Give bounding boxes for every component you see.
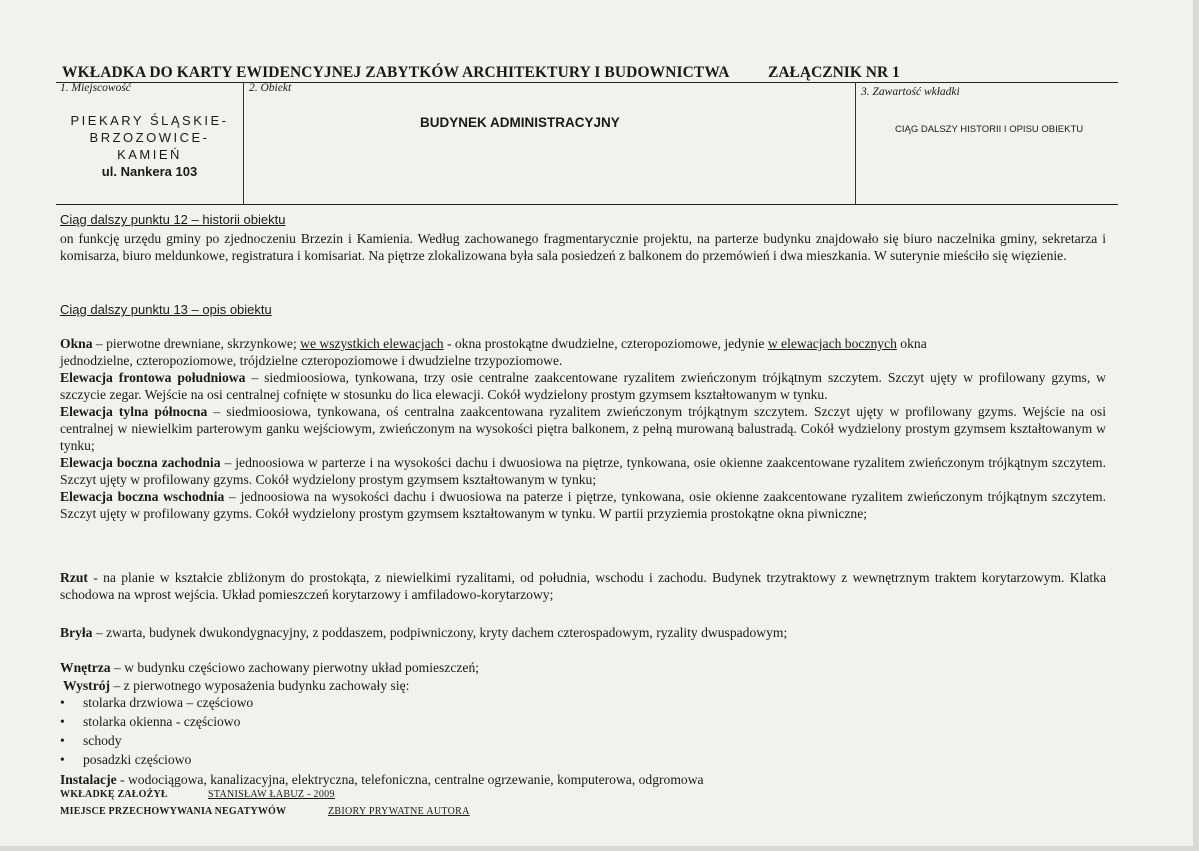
rear-elevation — [60, 403, 1106, 454]
installations-paragraph — [60, 771, 704, 788]
bullet-icon: • — [60, 752, 65, 767]
front-elevation-text: – siedmioosiowa, tynkowana, trzy osie centralne zaakcentowane ryzalitem zwieńczonym trójkątnym szczytem. Szczyt ujęty w profilowany gzyms, w szczycie zegar. Wejście na osi centralnej cofnięte w stosunku do lica elewacji. Cokół wydzielony prostym gzymsem kształtowanym w tynku. — [60, 370, 1107, 402]
list-item-text: stolarka drzwiowa – częściowo — [83, 695, 254, 710]
decor-paragraph — [63, 677, 409, 694]
windows-label: Okna — [60, 336, 93, 351]
rear-elevation-text: – siedmioosiowa, tynkowana, oś centralna zaakcentowana ryzalitem zwieńczonym trójkątnym szczytem. Szczyt ujęty w profilowany gzyms. Wejście na osi centralnej w niewielkim parterowym ganku wejściowym, zwieńczonym na wysokości piętra balkonem, z pełną murowaną balustradą. Cokół wydzielony prostym gzymsem kształtowanym w tynku; — [60, 404, 1106, 453]
bullet-icon: • — [60, 733, 65, 748]
mass-label: Bryła — [60, 625, 93, 640]
list-item — [60, 714, 240, 730]
plan-label: Rzut — [60, 570, 88, 585]
windows-text: okna — [896, 336, 927, 351]
windows-text: - okna prostokątne dwudzielne, czteropoziomowe, jedynie — [443, 336, 768, 351]
scan-edge-right — [1193, 0, 1199, 851]
decor-text: – z pierwotnego wyposażenia budynku zachowały się: — [110, 678, 410, 693]
interiors-paragraph — [60, 659, 479, 676]
mass-text: – zwarta, budynek dwukondygnacyjny, z poddaszem, podpiwniczony, kryty dachem czterospadowym, ryzality dwuspadowym; — [92, 625, 788, 640]
windows-text: – pierwotne drewniane, skrzynkowe; — [92, 336, 301, 351]
history-text: on funkcję urzędu gminy po zjednoczeniu Brzezin i Kamienia. Według zachowanego fragmentarycznie projektu, na parterze budynku znajdowało się biuro naczelnika gminy, sekretarza i komisarza, biuro meldunkowe, registratura i komisariat. Na piętrze zlokalizowana była sala posiedzeń z balkonem do przemówień i dwa mieszkania. W suterynie mieściło się więzienie. — [60, 231, 1106, 263]
description-heading: Ciąg dalszy punktu 13 – opis obiektu — [60, 302, 272, 317]
west-elevation — [60, 454, 1106, 488]
history-heading: Ciąg dalszy punktu 12 – historii obiektu — [60, 212, 286, 227]
front-elevation-label: Elewacja frontowa południowa — [60, 370, 246, 385]
windows-line-2: jednodzielne, czteropoziomowe, trójdzielne czteropoziomowe i dwudzielne trzypoziomowe. — [60, 353, 563, 368]
list-item-text: posadzki częściowo — [83, 752, 192, 767]
author-label: WKŁADKĘ ZAŁOŻYŁ — [60, 789, 168, 800]
card-title: WKŁADKA DO KARTY EWIDENCYJNEJ ZABYTKÓW ARCHITEKTURY I BUDOWNICTWA — [62, 64, 730, 81]
list-item-text: schody — [83, 733, 122, 748]
content-label: 3. Zawartość wkładki — [861, 86, 960, 98]
cell-divider-2 — [855, 82, 856, 204]
locality-address: ul. Nankera 103 — [101, 164, 198, 179]
header-top-rule — [56, 82, 1118, 83]
locality-line: BRZOZOWICE- — [89, 130, 210, 145]
plan-text: - na planie w kształcie zbliżonym do prostokąta, z niewielkimi ryzalitami, od południa, wschodu i zachodu. Budynek trzytraktowy z wewnętrznym traktem korytarzowym. Klatka schodowa na wprost wejścia. Układ pomieszczeń korytarzowy i amfiladowo-korytarzowy; — [60, 570, 1106, 602]
east-elevation-label: Elewacja boczna wschodnia — [60, 489, 225, 504]
interiors-label: Wnętrza — [60, 660, 111, 675]
negatives-label: MIEJSCE PRZECHOWYWANIA NEGATYWÓW — [60, 806, 287, 817]
mass-paragraph — [60, 624, 787, 641]
list-item — [60, 733, 122, 749]
author-value: STANISŁAW ŁABUZ - 2009 — [208, 789, 335, 800]
interiors-text: – w budynku częściowo zachowany pierwotny układ pomieszczeń; — [110, 660, 480, 675]
content-name: CIĄG DALSZY HISTORII I OPISU OBIEKTU — [895, 124, 1084, 135]
windows-underline-all: we wszystkich elewacjach — [300, 336, 444, 351]
locality-line: PIEKARY ŚLĄSKIE- — [70, 113, 229, 128]
west-elevation-label: Elewacja boczna zachodnia — [60, 455, 221, 470]
locality-line: KAMIEŃ — [117, 147, 182, 162]
list-item-text: stolarka okienna - częściowo — [83, 714, 241, 729]
west-elevation-text: – jednoosiowa w parterze i na wysokości dachu i dwuosiowa na piętrze, tynkowana, osie okienne zaakcentowane ryzalitem zwieńczonym trójkątnym szczytem. Szczyt ujęty w profilowany gzyms. Cokół wydzielony prostym gzymsem kształtowanym w tynku; — [60, 455, 1106, 487]
cell-divider-1 — [243, 82, 244, 204]
object-name: BUDYNEK ADMINISTRACYJNY — [420, 115, 620, 130]
locality-label: 1. Miejscowość — [60, 82, 131, 94]
list-item — [60, 752, 191, 768]
annex-number: ZAŁĄCZNIK NR 1 — [768, 64, 900, 81]
bullet-icon: • — [60, 714, 65, 729]
object-label: 2. Obiekt — [249, 82, 292, 94]
east-elevation-text: – jednoosiowa na wysokości dachu i dwuosiowa na paterze i piętrze, tynkowana, osie okienne zaakcentowane ryzalitem zwieńczonym trójkątnym szczytem. Szczyt ujęty w profilowany gzyms. Cokół wydzielony prostym gzymsem kształtowanym w tynku. W partii przyziemia prostokątne okna piwniczne; — [60, 489, 1106, 521]
windows-underline-side: w elewacjach bocznych — [767, 336, 897, 351]
decor-label: Wystrój — [63, 678, 111, 693]
scan-edge-bottom — [0, 846, 1199, 851]
windows-paragraph — [60, 335, 927, 352]
header-bottom-rule — [56, 204, 1118, 205]
locality-value — [56, 112, 243, 180]
rear-elevation-label: Elewacja tylna północna — [60, 404, 208, 419]
list-item — [60, 695, 253, 711]
bullet-icon: • — [60, 695, 65, 710]
east-elevation — [60, 488, 1106, 522]
front-elevation — [60, 369, 1106, 403]
plan-paragraph — [60, 569, 1106, 603]
installations-text: - wodociągowa, kanalizacyjna, elektryczna, telefoniczna, centralne ogrzewanie, komputerowa, odgromowa — [116, 772, 704, 787]
installations-label: Instalacje — [60, 772, 117, 787]
negatives-value: ZBIORY PRYWATNE AUTORA — [328, 806, 470, 817]
